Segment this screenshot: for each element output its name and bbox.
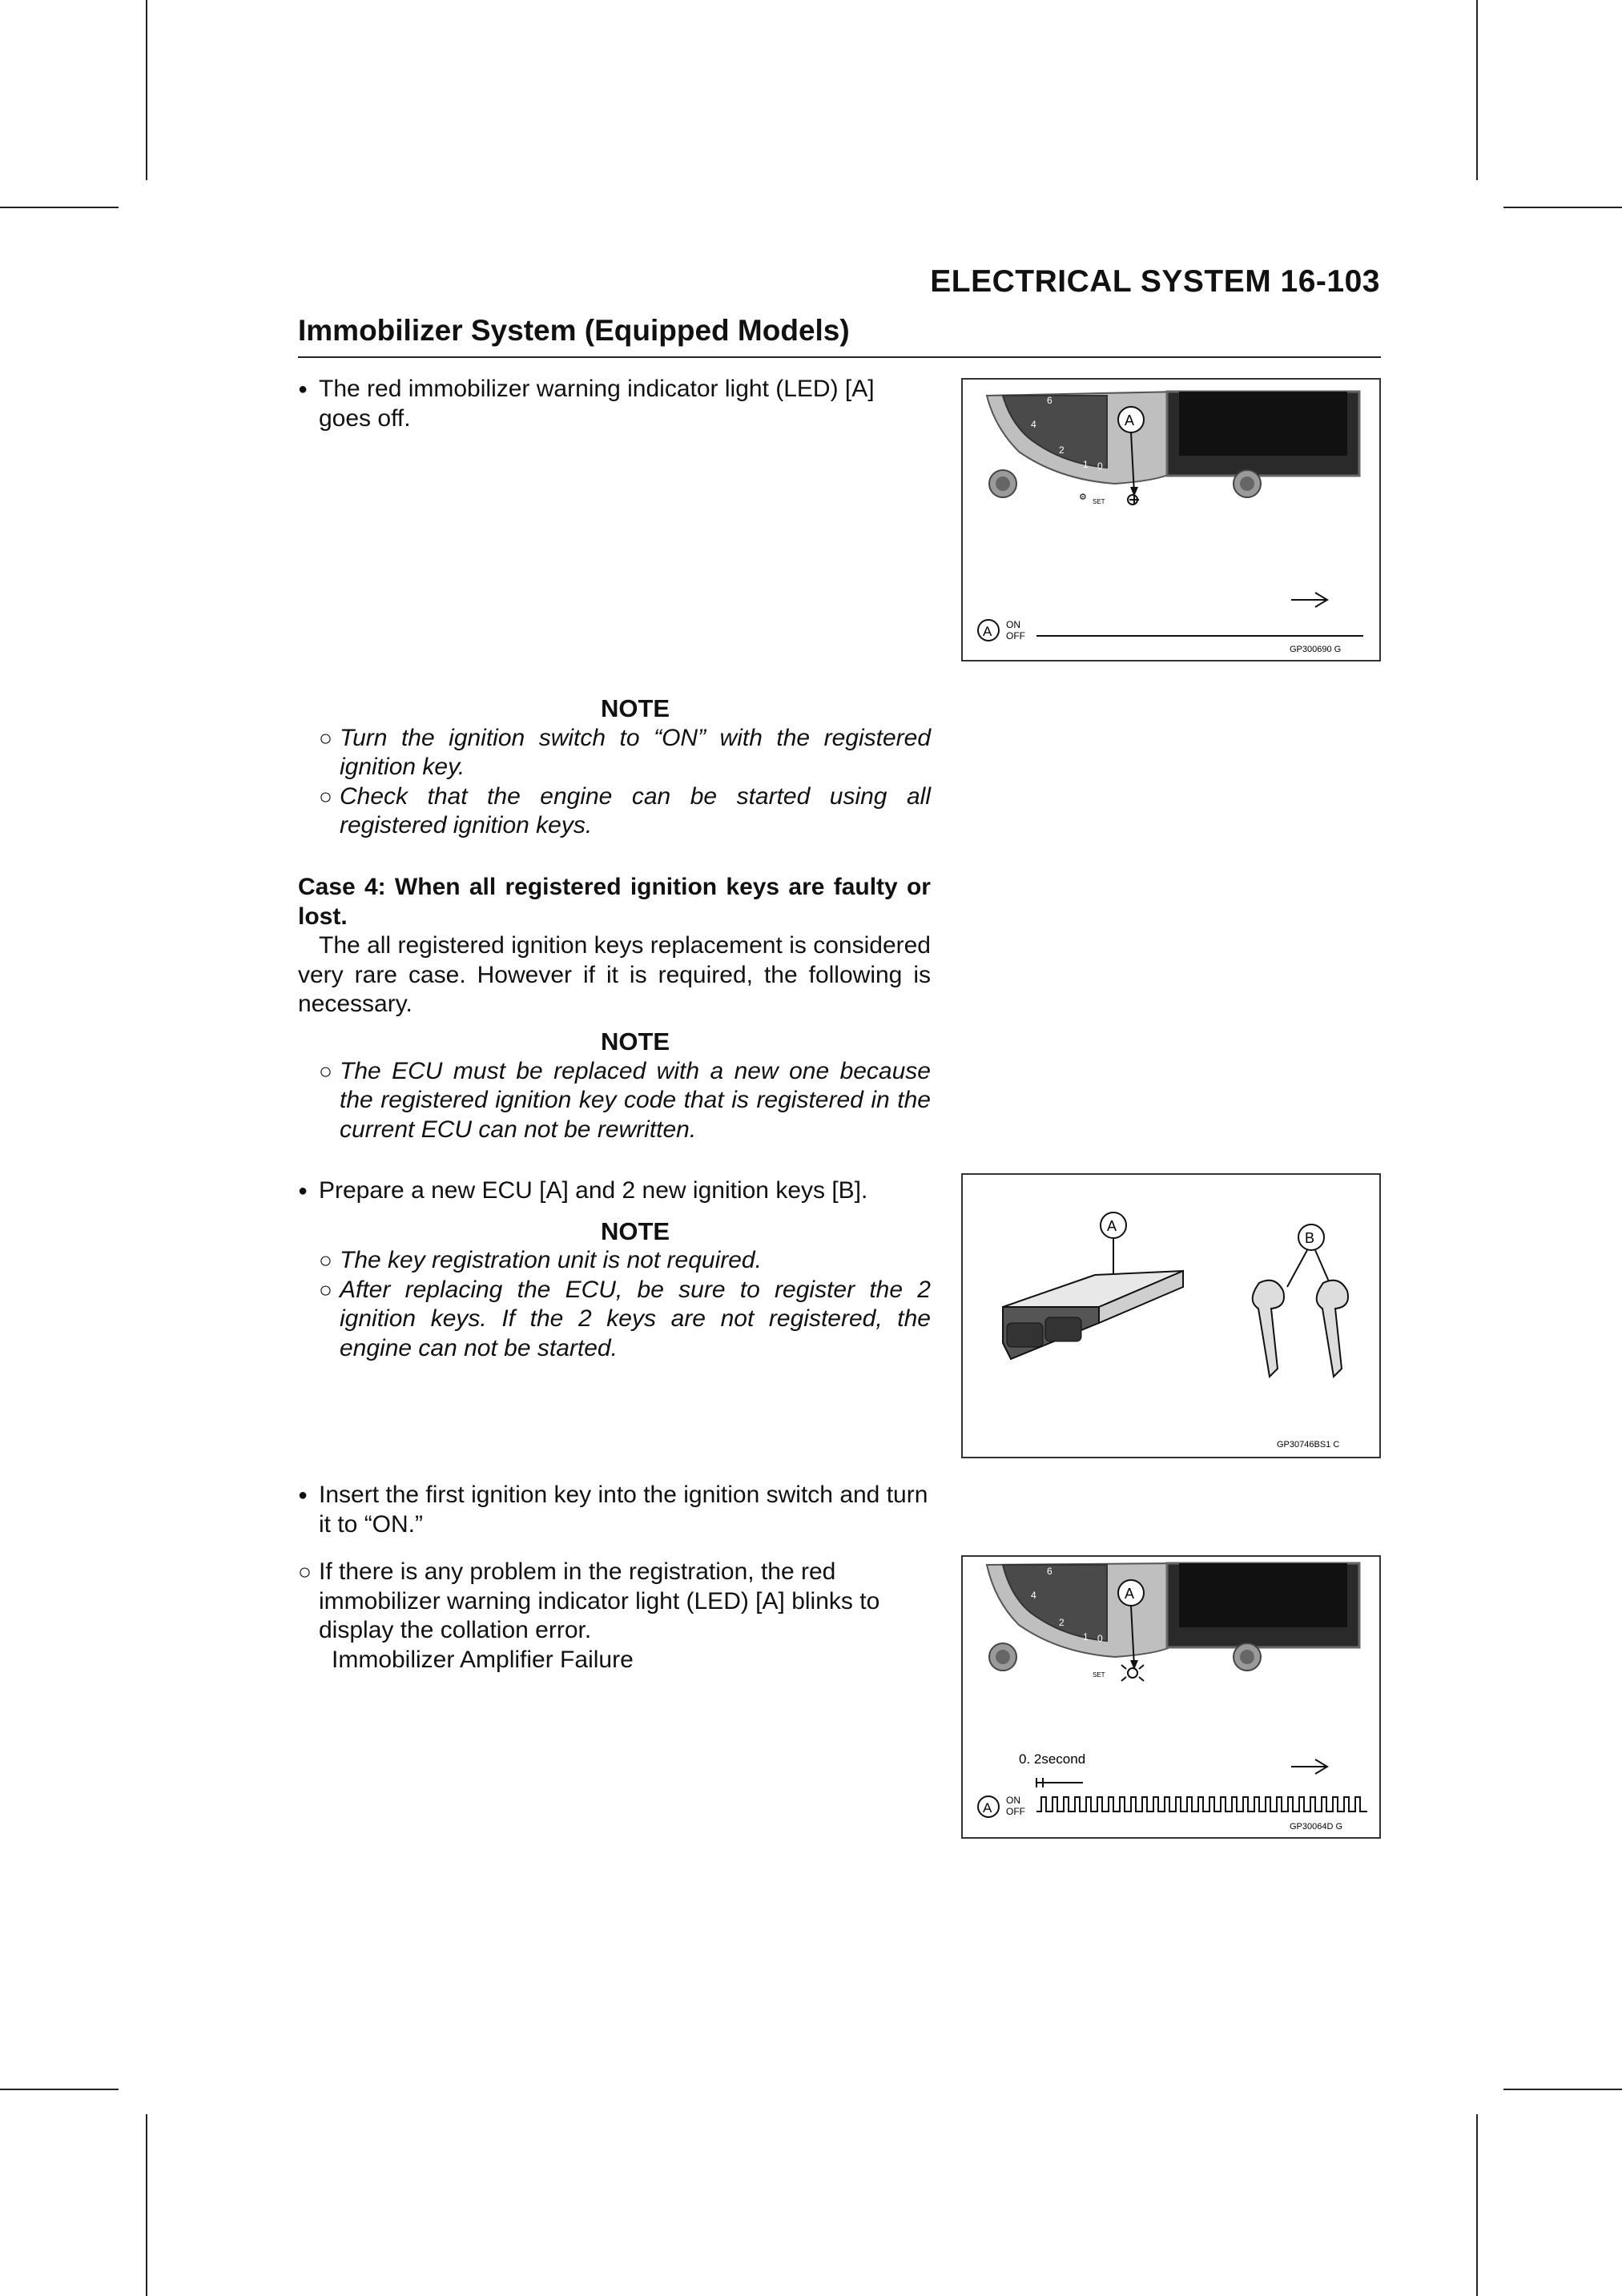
note-heading: NOTE: [600, 694, 670, 722]
sub-text: If there is any problem in the registration, the red immobilizer warning indicator light (LED) [A] blinks to display the collation error.: [319, 1558, 880, 1643]
fig1-label-a: A: [1125, 412, 1135, 428]
crop-mark: [1503, 2089, 1622, 2090]
fig3-code: GP30064D G: [1290, 1822, 1343, 1832]
fig1-off: OFF: [1006, 630, 1025, 641]
crop-mark: [1476, 0, 1478, 180]
text-block-3: [298, 1481, 931, 1539]
crop-mark: [146, 0, 147, 180]
note-item: ○ The ECU must be replaced with a new one because the registered ignition key code that is registered in the current ECU can not be rewritten.: [298, 1057, 931, 1145]
bullet-text: Prepare a new ECU [A] and 2 new ignition keys [B].: [319, 1177, 868, 1204]
svg-text:4: 4: [1031, 1590, 1036, 1601]
text-block-4: [298, 1558, 931, 1675]
note-heading: NOTE: [600, 1216, 670, 1245]
header-rule: [298, 356, 1381, 358]
svg-text:0: 0: [1097, 1633, 1103, 1644]
section-title: Immobilizer System (Equipped Models): [298, 314, 850, 347]
fig3-time-label: 0. 2second: [1019, 1751, 1086, 1767]
crop-mark: [0, 2089, 119, 2090]
figure-cluster-led-blink: [961, 1555, 1381, 1839]
fig3-legend-a: A: [983, 1800, 992, 1815]
fig2-label-a: A: [1107, 1218, 1117, 1234]
note-heading: NOTE: [600, 1027, 670, 1056]
svg-text:SET: SET: [1093, 498, 1105, 505]
fig1-on: ON: [1006, 619, 1020, 630]
crop-mark: [1476, 2114, 1478, 2296]
indent-text: Immobilizer Amplifier Failure: [332, 1646, 634, 1673]
svg-text:6: 6: [1047, 395, 1052, 406]
crop-mark: [1503, 207, 1622, 208]
bullet-item: [298, 1176, 931, 1206]
fig3-on: ON: [1006, 1795, 1020, 1806]
svg-text:SET: SET: [1093, 1671, 1105, 1679]
note-block-2: [298, 1027, 931, 1144]
fig3-off: OFF: [1006, 1806, 1025, 1817]
bullet-text: The red immobilizer warning indicator light (LED) [A] goes off.: [319, 376, 875, 432]
cluster-blink-illustration: [963, 1557, 1379, 1837]
note-item: ○ The key registration unit is not required.: [298, 1246, 931, 1276]
note-item: ○ Check that the engine can be started using all registered ignition keys.: [298, 782, 931, 841]
text-block-1: [298, 375, 931, 433]
crop-mark: [146, 2114, 147, 2296]
note-item: ○ Turn the ignition switch to “ON” with the registered ignition key.: [298, 724, 931, 782]
bullet-item: [298, 1481, 931, 1539]
case4-title: Case 4: When all registered ignition keys are faulty or lost.: [298, 874, 931, 930]
note-item: ○ After replacing the ECU, be sure to register the 2 ignition keys. If the 2 keys are not registered, the engine can not be started.: [298, 1276, 931, 1364]
fig1-legend-a: A: [983, 624, 992, 639]
svg-text:⚙: ⚙: [1079, 493, 1087, 502]
figure-ecu-keys: [961, 1173, 1381, 1458]
case4-block: [298, 873, 931, 1019]
svg-text:1: 1: [1083, 459, 1089, 470]
fig3-label-a: A: [1125, 1586, 1135, 1602]
svg-text:4: 4: [1031, 419, 1036, 430]
fig1-code: GP300690 G: [1290, 645, 1342, 654]
bullet-text: Insert the first ignition key into the ignition switch and turn it to “ON.”: [319, 1482, 928, 1538]
bullet-item: [298, 375, 931, 433]
fig2-code: GP30746BS1 C: [1277, 1440, 1340, 1450]
text-block-2: [298, 1176, 931, 1363]
cluster-illustration: [963, 380, 1379, 660]
fig2-label-b: B: [1305, 1230, 1315, 1246]
page-header: ELECTRICAL SYSTEM 16-103: [930, 264, 1380, 299]
svg-text:1: 1: [1083, 1631, 1089, 1643]
sub-item: [298, 1558, 931, 1646]
svg-text:2: 2: [1059, 1617, 1065, 1628]
note-block-1: [298, 694, 931, 841]
case4-body: The all registered ignition keys replacement is considered very rare case. However if it is required, the following is necessary.: [298, 932, 931, 1017]
crop-mark: [0, 207, 119, 208]
figure-cluster-led-off: [961, 378, 1381, 661]
ecu-keys-illustration: [963, 1175, 1379, 1457]
svg-text:2: 2: [1059, 444, 1065, 456]
svg-text:0: 0: [1097, 460, 1103, 472]
svg-text:6: 6: [1047, 1566, 1052, 1577]
